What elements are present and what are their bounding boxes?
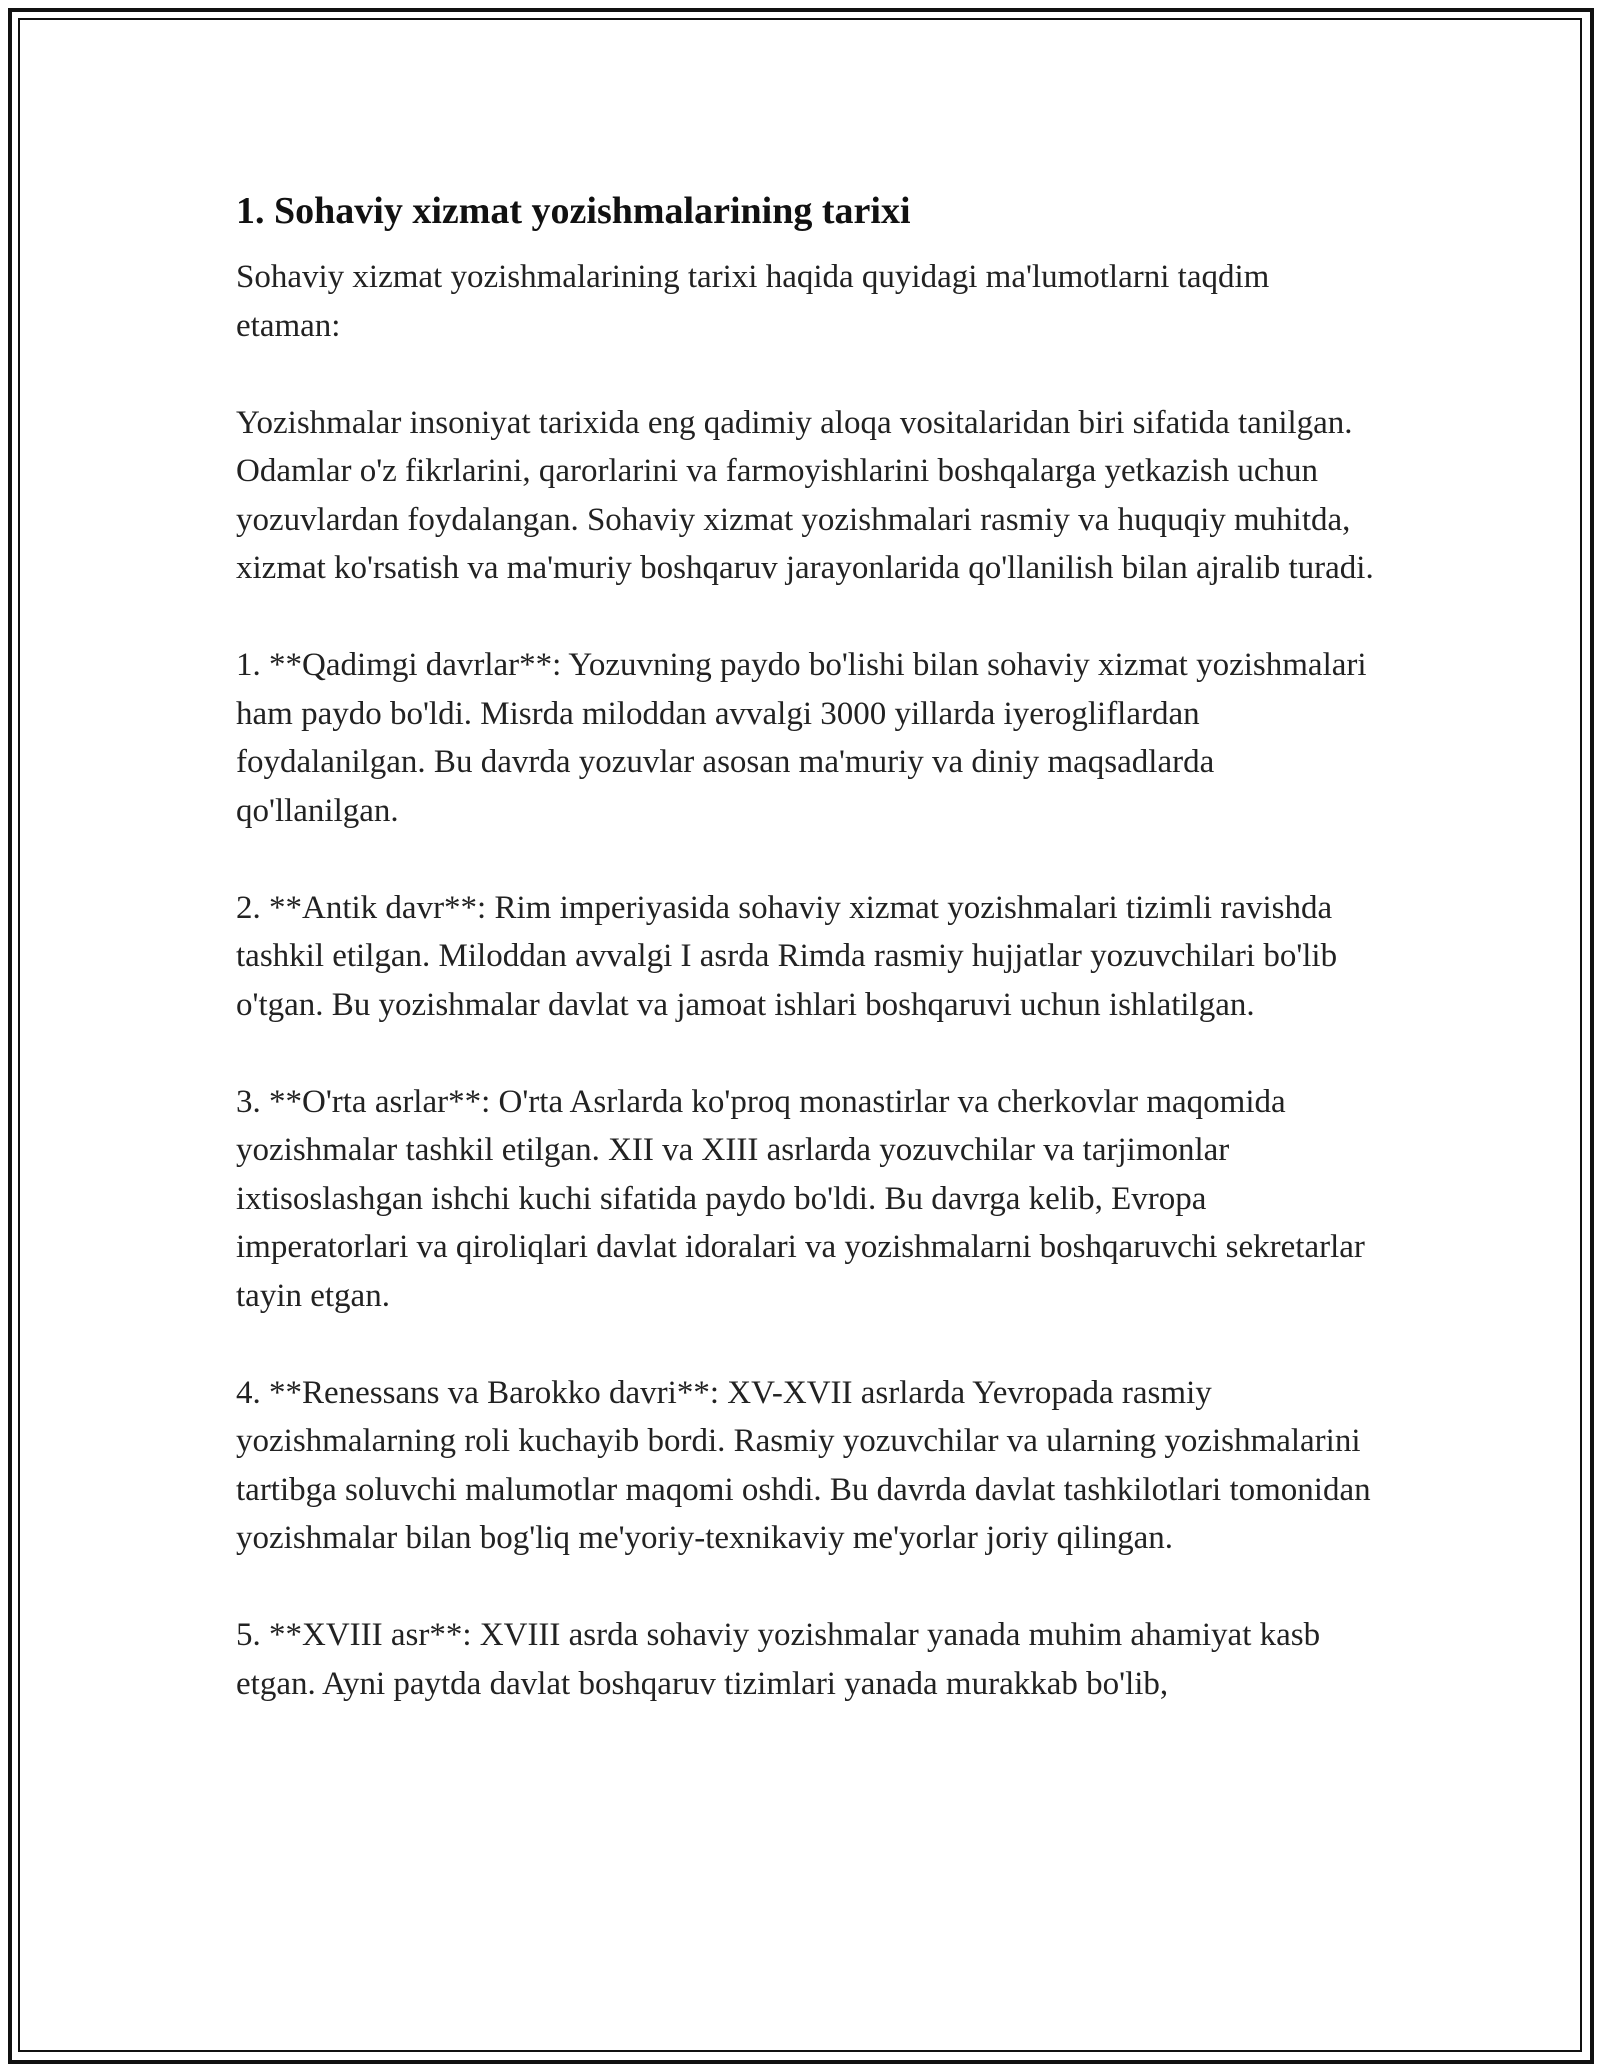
- document-title: 1. Sohaviy xizmat yozishmalarining tarixi: [236, 190, 911, 232]
- section-antiquity: 2. **Antik davr**: Rim imperiyasida sohaviy xizmat yozishmalari tizimli ravishda tashkil etilgan. Miloddan avvalgi I asrda Rimda rasmiy hujjatlar yozuvchilari bo'lib o'tgan. Bu yozishmalar davlat va jamoat ishlari boshqaruvi uchun ishlatilgan.: [236, 889, 1338, 1023]
- section-renaissance-baroque: 4. **Renessans va Barokko davri**: XV-XVII asrlarda Yevropada rasmiy yozishmalarning roli kuchayib bordi. Rasmiy yozuvchilar va ularning yozishmalarini tartibga soluvchi malumotlar maqomi oshdi. Bu davrda davlat tashkilotlari tomonidan yozishmalar bilan bog'liq me'yoriy-texnikaviy me'yorlar joriy qilingan.: [236, 1374, 1371, 1556]
- overview-paragraph: Yozishmalar insoniyat tarixida eng qadimiy aloqa vositalaridan biri sifatida tanilgan. Odamlar o'z fikrlarini, qarorlarini va farmoyishlarini boshqalarga yetkazish uchun yozuvlardan foydalangan. Sohaviy xizmat yozishmalari rasmiy va huquqiy muhitda, xizmat ko'rsatish va ma'muriy boshqaruv jarayonlarida qo'llanilish bilan ajralib turadi.: [236, 404, 1374, 586]
- section-18th-century: 5. **XVIII asr**: XVIII asrda sohaviy yozishmalar yanada muhim ahamiyat kasb etgan. Ayni paytda davlat boshqaruv tizimlari yanada murakkab bo'lib,: [236, 1617, 1321, 1702]
- section-middle-ages: 3. **O'rta asrlar**: O'rta Asrlarda ko'proq monastirlar va cherkovlar maqomida yozishmalar tashkil etilgan. XII va XIII asrlarda yozuvchilar va tarjimonlar ixtisoslashgan ishchi kuchi sifatida paydo bo'ldi. Bu davrga kelib, Evropa imperatorlari va qiroliqlari davlat idoralari va yozishmalarni boshqaruvchi sekretarlar tayin etgan.: [236, 1083, 1365, 1314]
- section-ancient-times: 1. **Qadimgi davrlar**: Yozuvning paydo bo'lishi bilan sohaviy xizmat yozishmalari ham paydo bo'ldi. Misrda miloddan avvalgi 3000 yillarda iyerogliflardan foydalanilgan. Bu davrda yozuvlar asosan ma'muriy va diniy maqsadlarda qo'llanilgan.: [236, 647, 1367, 829]
- intro-paragraph: Sohaviy xizmat yozishmalarining tarixi haqida quyidagi ma'lumotlarni taqdim etaman:: [236, 259, 1270, 344]
- document-body: [236, 187, 1376, 1708]
